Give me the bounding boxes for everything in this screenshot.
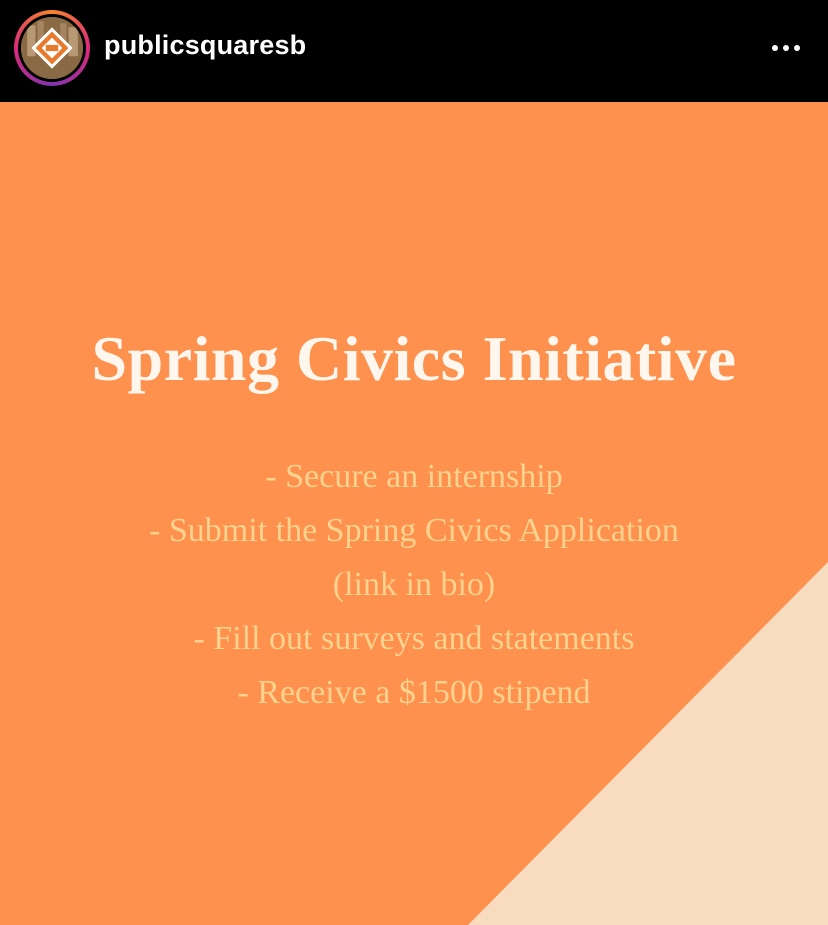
bullet-line: - Secure an internship [265, 458, 563, 495]
username[interactable]: publicsquaresb [104, 30, 307, 60]
more-options-icon [772, 45, 778, 51]
bullet-line: - Submit the Spring Civics Application [149, 512, 679, 549]
bullet-line: (link in bio) [332, 566, 496, 603]
avatar[interactable] [21, 17, 83, 79]
bullet-line: - Fill out surveys and statements [193, 620, 635, 657]
more-options-button[interactable] [766, 30, 806, 66]
post-bullet-list [0, 450, 828, 720]
story-ring[interactable] [14, 10, 90, 86]
public-square-logo-icon [21, 17, 83, 79]
post-image[interactable] [0, 102, 828, 925]
post-header [0, 0, 828, 102]
post-title: Spring Civics Initiative [91, 323, 737, 394]
bullet-line: - Receive a $1500 stipend [237, 674, 591, 711]
